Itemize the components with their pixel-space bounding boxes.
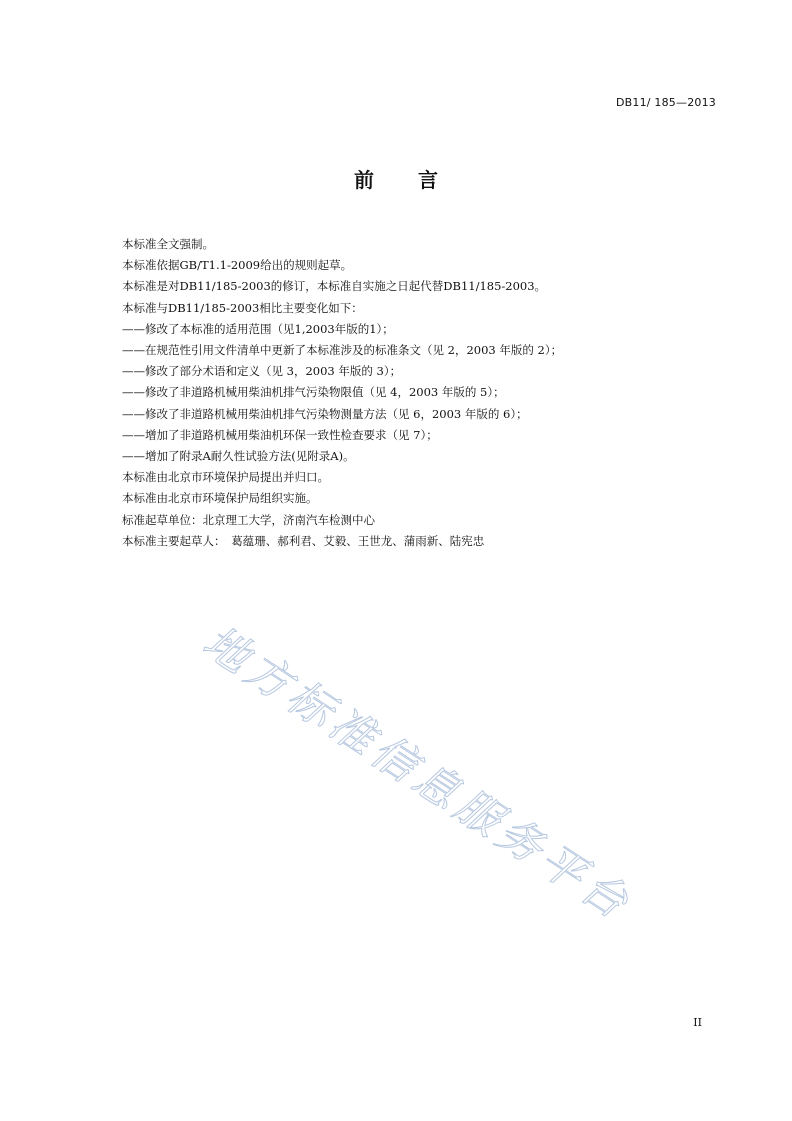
change-item: ——增加了附录A耐久性试验方法(见附录A)。 bbox=[122, 449, 355, 464]
change-item: ——增加了非道路机械用柴油机环保一致性检查要求（见 7）； bbox=[122, 427, 438, 442]
body-line: 本标准由北京市环境保护局提出并归口。 bbox=[122, 470, 329, 485]
body-line: 本标准是对DB11/185-2003的修订，本标准自实施之日起代替DB11/185-2003。 bbox=[122, 279, 547, 294]
body-line: 本标准由北京市环境保护局组织实施。 bbox=[122, 491, 318, 506]
change-item: ——修改了本标准的适用范围（见1,2003年版的1）； bbox=[122, 321, 394, 336]
foreword-body bbox=[122, 234, 712, 552]
change-item: ——修改了非道路机械用柴油机排气污染物测量方法（见 6，2003 年版的 6）； bbox=[122, 406, 528, 421]
watermark: 地方标准信息服务平台 bbox=[193, 616, 642, 932]
document-code: DB11/ 185—2013 bbox=[615, 96, 716, 109]
drafters: 本标准主要起草人： 葛蕴珊、郝利君、艾毅、王世龙、蒲雨新、陆宪忠 bbox=[122, 533, 485, 548]
body-line: 本标准与DB11/185-2003相比主要变化如下： bbox=[122, 300, 363, 315]
title-char-2: 言 bbox=[418, 168, 438, 192]
drafting-unit: 标准起草单位：北京理工大学，济南汽车检测中心 bbox=[122, 512, 375, 527]
change-item: ——在规范性引用文件清单中更新了本标准涉及的标准条文（见 2，2003 年版的 2）； bbox=[122, 343, 563, 358]
title-char-1: 前 bbox=[354, 168, 374, 192]
body-line: 本标准依据GB/T1.1-2009给出的规则起草。 bbox=[122, 258, 353, 273]
change-item: ——修改了部分术语和定义（见 3，2003 年版的 3）； bbox=[122, 364, 402, 379]
change-item: ——修改了非道路机械用柴油机排气污染物限值（见 4，2003 年版的 5）； bbox=[122, 385, 505, 400]
page-title bbox=[0, 164, 792, 193]
body-line: 本标准全文强制。 bbox=[122, 237, 214, 251]
page-number: II bbox=[693, 1016, 702, 1029]
